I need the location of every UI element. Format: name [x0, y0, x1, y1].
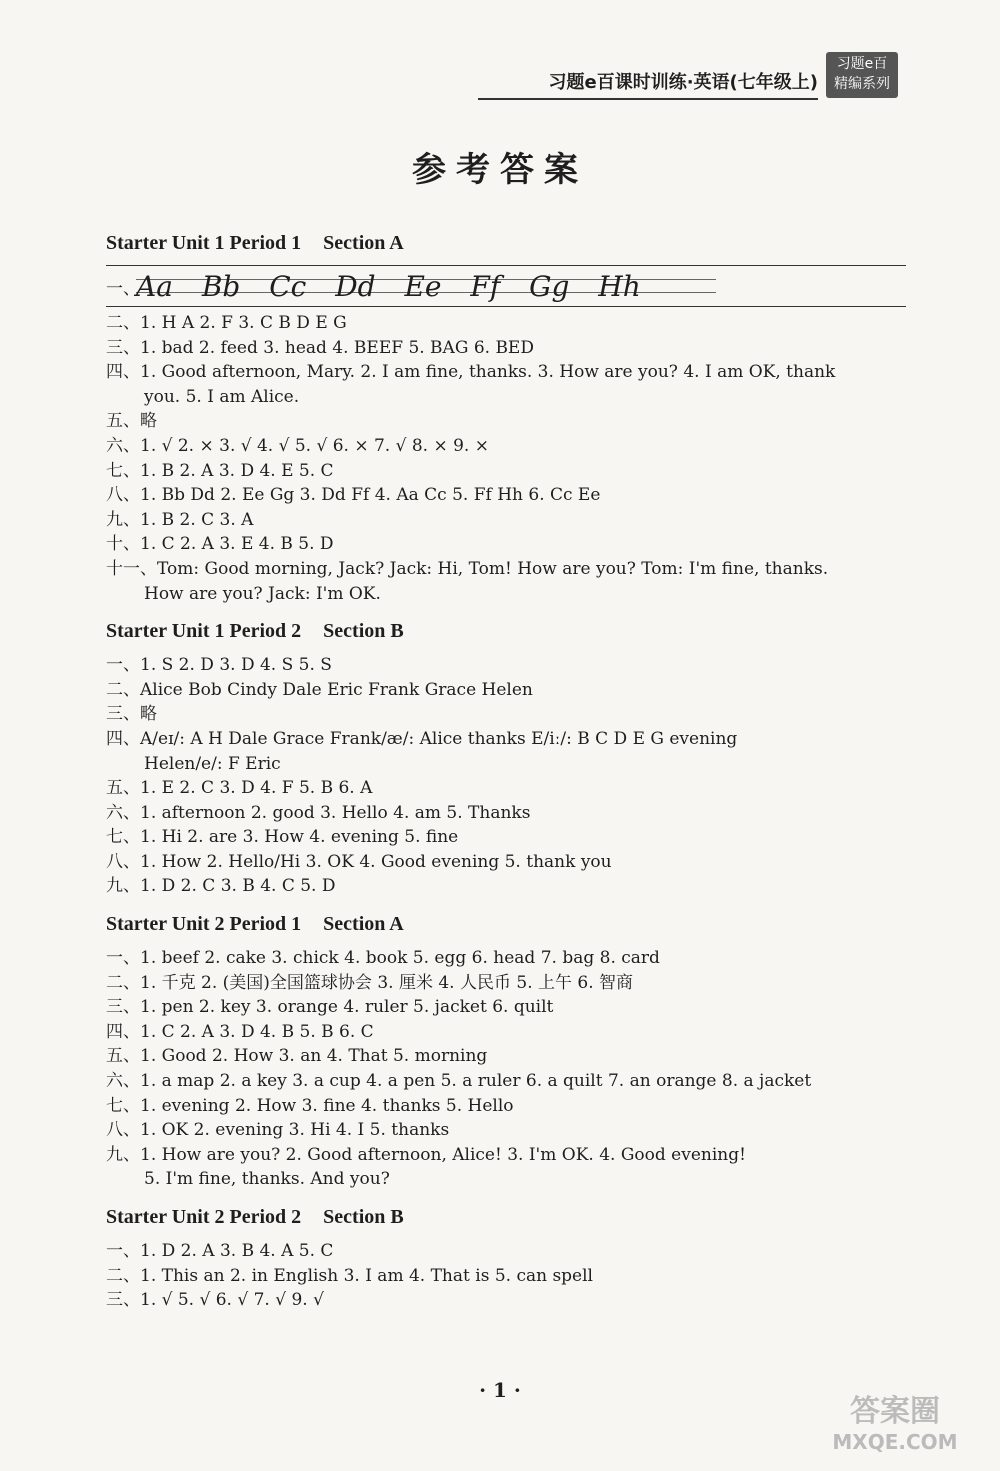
answer-line: 十一、Tom: Good morning, Jack? Jack: Hi, Tom! How are you? Tom: I'm fine, thanks.: [106, 558, 829, 579]
answer-content: [106, 218, 906, 1313]
answer-line: 六、1. afternoon 2. good 3. Hello 4. am 5. Thanks: [106, 802, 531, 823]
section-unit: Starter Unit 2 Period 1: [106, 913, 302, 936]
answer-line: 四、1. C 2. A 3. D 4. B 5. B 6. C: [106, 1021, 374, 1042]
badge-line-2: 精编系列: [834, 76, 890, 92]
answer-line: 二、Alice Bob Cindy Dale Eric Frank Grace Helen: [106, 679, 533, 700]
answer-line: 九、1. How are you? 2. Good afternoon, Alice! 3. I'm OK. 4. Good evening!: [106, 1144, 746, 1165]
page-number: · 1 ·: [479, 1378, 521, 1402]
answer-line: 四、A/eɪ/: A H Dale Grace Frank/æ/: Alice thanks E/iː/: B C D E G evening: [106, 728, 738, 749]
answer-line: 九、1. B 2. C 3. A: [106, 509, 254, 530]
section-unit: Starter Unit 1 Period 1: [106, 232, 302, 254]
section-heading: [106, 620, 906, 643]
section-heading: [106, 1206, 906, 1229]
handwriting-row: [106, 265, 906, 307]
answer-line: 八、1. Bb Dd 2. Ee Gg 3. Dd Ff 4. Aa Cc 5. Ff Hh 6. Cc Ee: [106, 485, 601, 506]
answer-line: 六、1. √ 2. × 3. √ 4. √ 5. √ 6. × 7. √ 8. × 9. ×: [106, 435, 489, 456]
section-heading: [106, 232, 906, 255]
watermark-url: MXQE.COM: [832, 1430, 958, 1454]
handwriting-label: 一、: [106, 278, 140, 299]
badge-line-1: 习题e百: [836, 56, 888, 72]
answer-line: 八、1. How 2. Hello/Hi 3. OK 4. Good evening 5. thank you: [106, 851, 612, 872]
answer-line: 二、1. H A 2. F 3. C B D E G: [106, 313, 347, 333]
answer-line: you. 5. I am Alice.: [144, 386, 300, 407]
answer-line: 十、1. C 2. A 3. E 4. B 5. D: [106, 534, 334, 555]
watermark-brand: 答案圈: [850, 1394, 940, 1429]
section-label: Section B: [323, 1206, 404, 1228]
section-label: Section A: [323, 913, 404, 936]
section-label: Section A: [323, 232, 404, 254]
answer-line: 三、略: [106, 704, 157, 725]
answer-line: How are you? Jack: I'm OK.: [144, 583, 381, 604]
answer-line: 三、1. pen 2. key 3. orange 4. ruler 5. jacket 6. quilt: [106, 997, 554, 1018]
answer-line: 六、1. a map 2. a key 3. a cup 4. a pen 5. a ruler 6. a quilt 7. an orange 8. a jacket: [106, 1071, 812, 1092]
section-unit: Starter Unit 2 Period 2: [106, 1206, 302, 1228]
answer-line: 九、1. D 2. C 3. B 4. C 5. D: [106, 876, 336, 897]
answer-line: 四、1. Good afternoon, Mary. 2. I am fine, thanks. 3. How are you? 4. I am OK, thank: [106, 362, 836, 383]
answer-line: 一、1. S 2. D 3. D 4. S 5. S: [106, 655, 332, 676]
answer-line: 五、1. E 2. C 3. D 4. F 5. B 6. A: [106, 778, 373, 799]
answer-line: 二、1. This an 2. in English 3. I am 4. That is 5. can spell: [106, 1265, 593, 1286]
handwriting-letters: Aa Bb Cc Dd Ee Ff Gg Hh: [136, 269, 641, 303]
series-header: 习题e百课时训练·英语(七年级上): [478, 68, 818, 100]
answer-line: 五、1. Good 2. How 3. an 4. That 5. morning: [106, 1046, 488, 1067]
answer-line: 5. I'm fine, thanks. And you?: [144, 1169, 390, 1190]
section-label: Section B: [323, 620, 404, 643]
answer-line: 一、1. beef 2. cake 3. chick 4. book 5. egg 6. head 7. bag 8. card: [106, 948, 660, 969]
section-unit: Starter Unit 1 Period 2: [106, 620, 302, 643]
answer-line: 三、1. bad 2. feed 3. head 4. BEEF 5. BAG 6. BED: [106, 337, 534, 358]
page-title: 参考答案: [412, 150, 588, 190]
answer-line: 七、1. evening 2. How 3. fine 4. thanks 5. Hello: [106, 1095, 514, 1116]
answer-line: 一、1. D 2. A 3. B 4. A 5. C: [106, 1241, 334, 1261]
answer-line: 五、略: [106, 411, 157, 432]
answer-line: 八、1. OK 2. evening 3. Hi 4. I 5. thanks: [106, 1120, 450, 1141]
series-badge: [826, 52, 898, 98]
answer-line: 七、1. B 2. A 3. D 4. E 5. C: [106, 460, 334, 481]
watermark: [800, 1386, 990, 1454]
answer-line: Helen/e/: F Eric: [144, 753, 281, 774]
answer-line: 七、1. Hi 2. are 3. How 4. evening 5. fine: [106, 827, 459, 848]
answer-line: 三、1. √ 5. √ 6. √ 7. √ 9. √: [106, 1290, 324, 1311]
answer-line: 二、1. 千克 2. (美国)全国篮球协会 3. 厘米 4. 人民币 5. 上午 6. 智商: [106, 972, 634, 993]
section-heading: [106, 913, 906, 936]
